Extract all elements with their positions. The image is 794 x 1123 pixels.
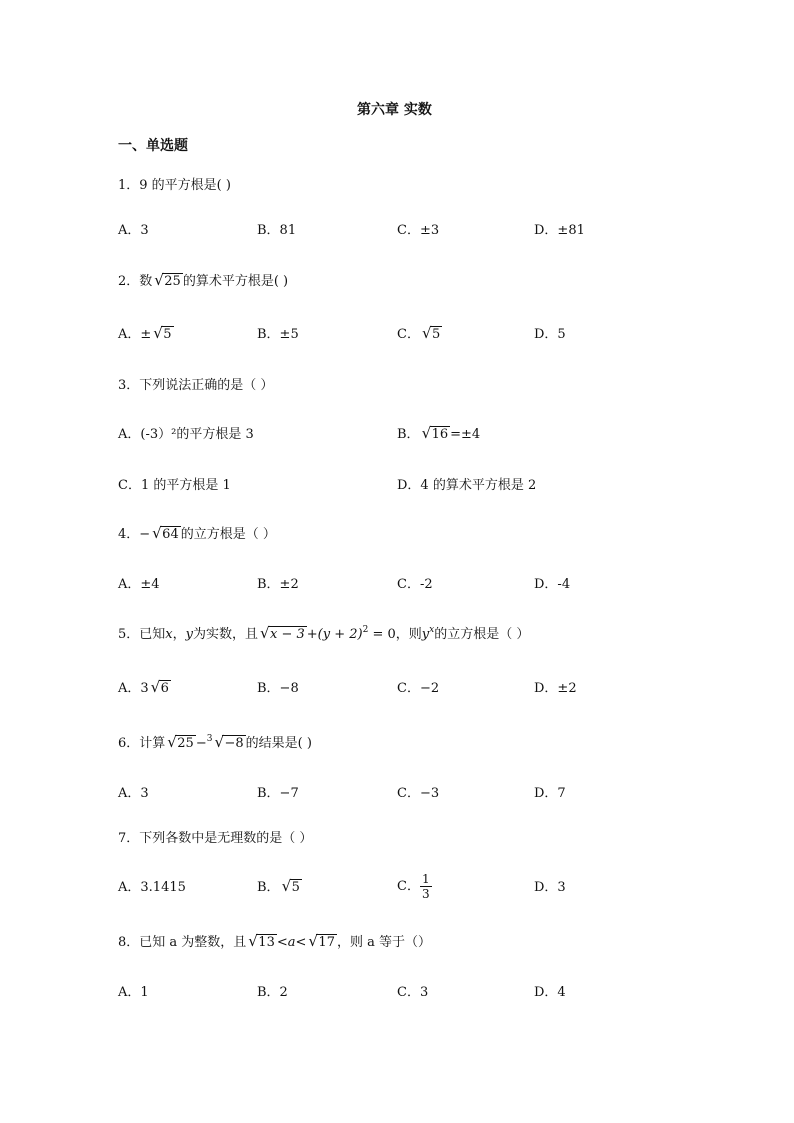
question-4-stem-prefix: 4．− (118, 527, 151, 542)
radicand: 16 (431, 427, 449, 442)
question-2-option-c (397, 325, 442, 345)
question-8-option-c: C．3 (397, 985, 429, 1000)
root-index: 3 (206, 734, 213, 744)
question-5-option-a (118, 679, 171, 699)
question-3-option-b (397, 425, 480, 445)
radicand: x − 3 (270, 627, 305, 642)
power-base: y (421, 627, 430, 642)
section-heading: 一、单选题 (118, 138, 188, 154)
question-2-option-d: D．5 (534, 327, 566, 342)
question-5-stem-mid: 为实数，且 (193, 627, 259, 642)
sqrt-expression (153, 325, 173, 345)
radical-sign-icon: √ (281, 877, 292, 895)
less-than-sign: < (276, 935, 288, 950)
question-8-stem-prefix: 8．已知 a 为整数，且 (118, 935, 247, 950)
question-4-option-b: B．±2 (257, 577, 299, 592)
question-6-option-c: C．−3 (397, 786, 440, 801)
question-2-stem (118, 272, 288, 292)
question-8-stem (118, 933, 431, 953)
radical-sign-icon: √ (150, 678, 161, 696)
sqrt-expression (151, 679, 171, 699)
radical-sign-icon: √ (421, 324, 432, 342)
radicand: 5 (291, 880, 300, 895)
question-2-option-a (118, 325, 174, 345)
question-6-stem (118, 734, 312, 755)
sqrt-expression (248, 933, 277, 953)
option-c-prefix: C． (397, 879, 420, 894)
question-5-stem-prefix: 5．已知 (118, 627, 166, 642)
option-b-prefix: B． (257, 880, 280, 895)
radicand: 13 (258, 935, 275, 950)
radical-sign-icon: √ (154, 271, 164, 289)
question-6-option-b: B．−7 (257, 786, 299, 801)
radicand: 6 (160, 681, 169, 696)
question-4-option-c: C．-2 (397, 577, 433, 592)
option-a-prefix: A．± (118, 327, 152, 342)
question-1-option-d: D．±81 (534, 223, 585, 238)
sqrt-expression (422, 425, 451, 445)
radicand: 25 (164, 274, 181, 289)
radical-sign-icon: √ (153, 324, 163, 342)
question-1-stem: 1．9 的平方根是( ) (118, 178, 231, 193)
question-5-option-b: B．−8 (257, 681, 299, 696)
question-5-option-d: D．±2 (534, 681, 577, 696)
fraction (420, 872, 432, 901)
radicand: 25 (177, 736, 194, 751)
question-8-stem-suffix: ，则 a 等于（） (336, 935, 431, 950)
question-3-stem: 3．下列说法正确的是（ ） (118, 378, 274, 393)
variable-y: y (185, 627, 193, 642)
comma-separator: ， (172, 627, 186, 642)
exponent-two: 2 (362, 625, 369, 635)
question-2-option-b: B．±5 (257, 327, 299, 342)
option-b-prefix: B． (397, 427, 420, 442)
question-5-stem (118, 625, 529, 646)
question-4-option-a: A．±4 (118, 577, 160, 592)
question-7-option-c (397, 872, 432, 901)
question-6-stem-suffix: 的结果是( ) (245, 736, 312, 751)
squared-term: +(y + 2) (306, 627, 363, 642)
sqrt-expression (167, 734, 196, 754)
question-3-option-d: D．4 的算术平方根是 2 (397, 478, 537, 493)
radicand: 17 (318, 935, 335, 950)
question-7-stem: 7．下列各数中是无理数的是（ ） (118, 831, 313, 846)
radical-sign-icon: √ (214, 733, 225, 751)
power-exponent: x (429, 625, 435, 635)
question-7-option-b (257, 878, 302, 898)
question-6-option-a: A．3 (118, 786, 149, 801)
question-1-option-a: A．3 (118, 223, 149, 238)
question-8-option-d: D．4 (534, 985, 566, 1000)
question-8-option-b: B．2 (257, 985, 288, 1000)
radicand: −8 (224, 736, 244, 751)
sqrt-expression (282, 878, 302, 898)
question-1-option-c: C．±3 (397, 223, 440, 238)
question-8-option-a: A．1 (118, 985, 149, 1000)
denominator: 3 (421, 887, 430, 901)
radical-sign-icon: √ (308, 932, 318, 950)
sqrt-expression (154, 272, 183, 292)
sqrt-expression (260, 625, 307, 645)
option-a-prefix: A．3 (118, 681, 149, 696)
sqrt-expression (422, 325, 442, 345)
radicand: 64 (162, 527, 179, 542)
variable-a: a (287, 935, 296, 950)
radical-sign-icon: √ (167, 733, 177, 751)
radical-sign-icon: √ (260, 624, 270, 642)
minus-sign: − (195, 736, 207, 751)
radical-sign-icon: √ (248, 932, 258, 950)
question-5-stem-suffix: 的立方根是（ ） (434, 627, 530, 642)
question-7-option-a: A．3.1415 (118, 880, 186, 895)
option-c-prefix: C． (397, 327, 420, 342)
question-2-stem-prefix: 2．数 (118, 274, 153, 289)
question-4-stem (118, 525, 276, 545)
equals-zero: = 0，则 (368, 627, 422, 642)
question-1-option-b: B．81 (257, 223, 297, 238)
sqrt-expression (308, 933, 337, 953)
radicand: 5 (431, 327, 441, 342)
question-6-option-d: D．7 (534, 786, 566, 801)
variable-x: x (165, 627, 173, 642)
radicand: 5 (163, 327, 172, 342)
page-title: 第六章 实数 (357, 102, 432, 118)
question-2-stem-suffix: 的算术平方根是( ) (182, 274, 289, 289)
option-b-suffix: =±4 (450, 427, 481, 442)
radical-sign-icon: √ (152, 524, 162, 542)
question-3-option-a: A．(-3）²的平方根是 3 (118, 427, 254, 442)
radical-sign-icon: √ (421, 424, 432, 442)
cube-root-expression (214, 734, 245, 754)
question-4-stem-suffix: 的立方根是（ ） (180, 527, 276, 542)
question-4-option-d: D．-4 (534, 577, 571, 592)
question-7-option-d: D．3 (534, 880, 566, 895)
less-than-sign: < (295, 935, 307, 950)
numerator: 1 (421, 872, 430, 886)
question-5-option-c: C．−2 (397, 681, 440, 696)
sqrt-expression (152, 525, 181, 545)
question-6-stem-prefix: 6．计算 (118, 736, 166, 751)
question-3-option-c: C．1 的平方根是 1 (118, 478, 231, 493)
